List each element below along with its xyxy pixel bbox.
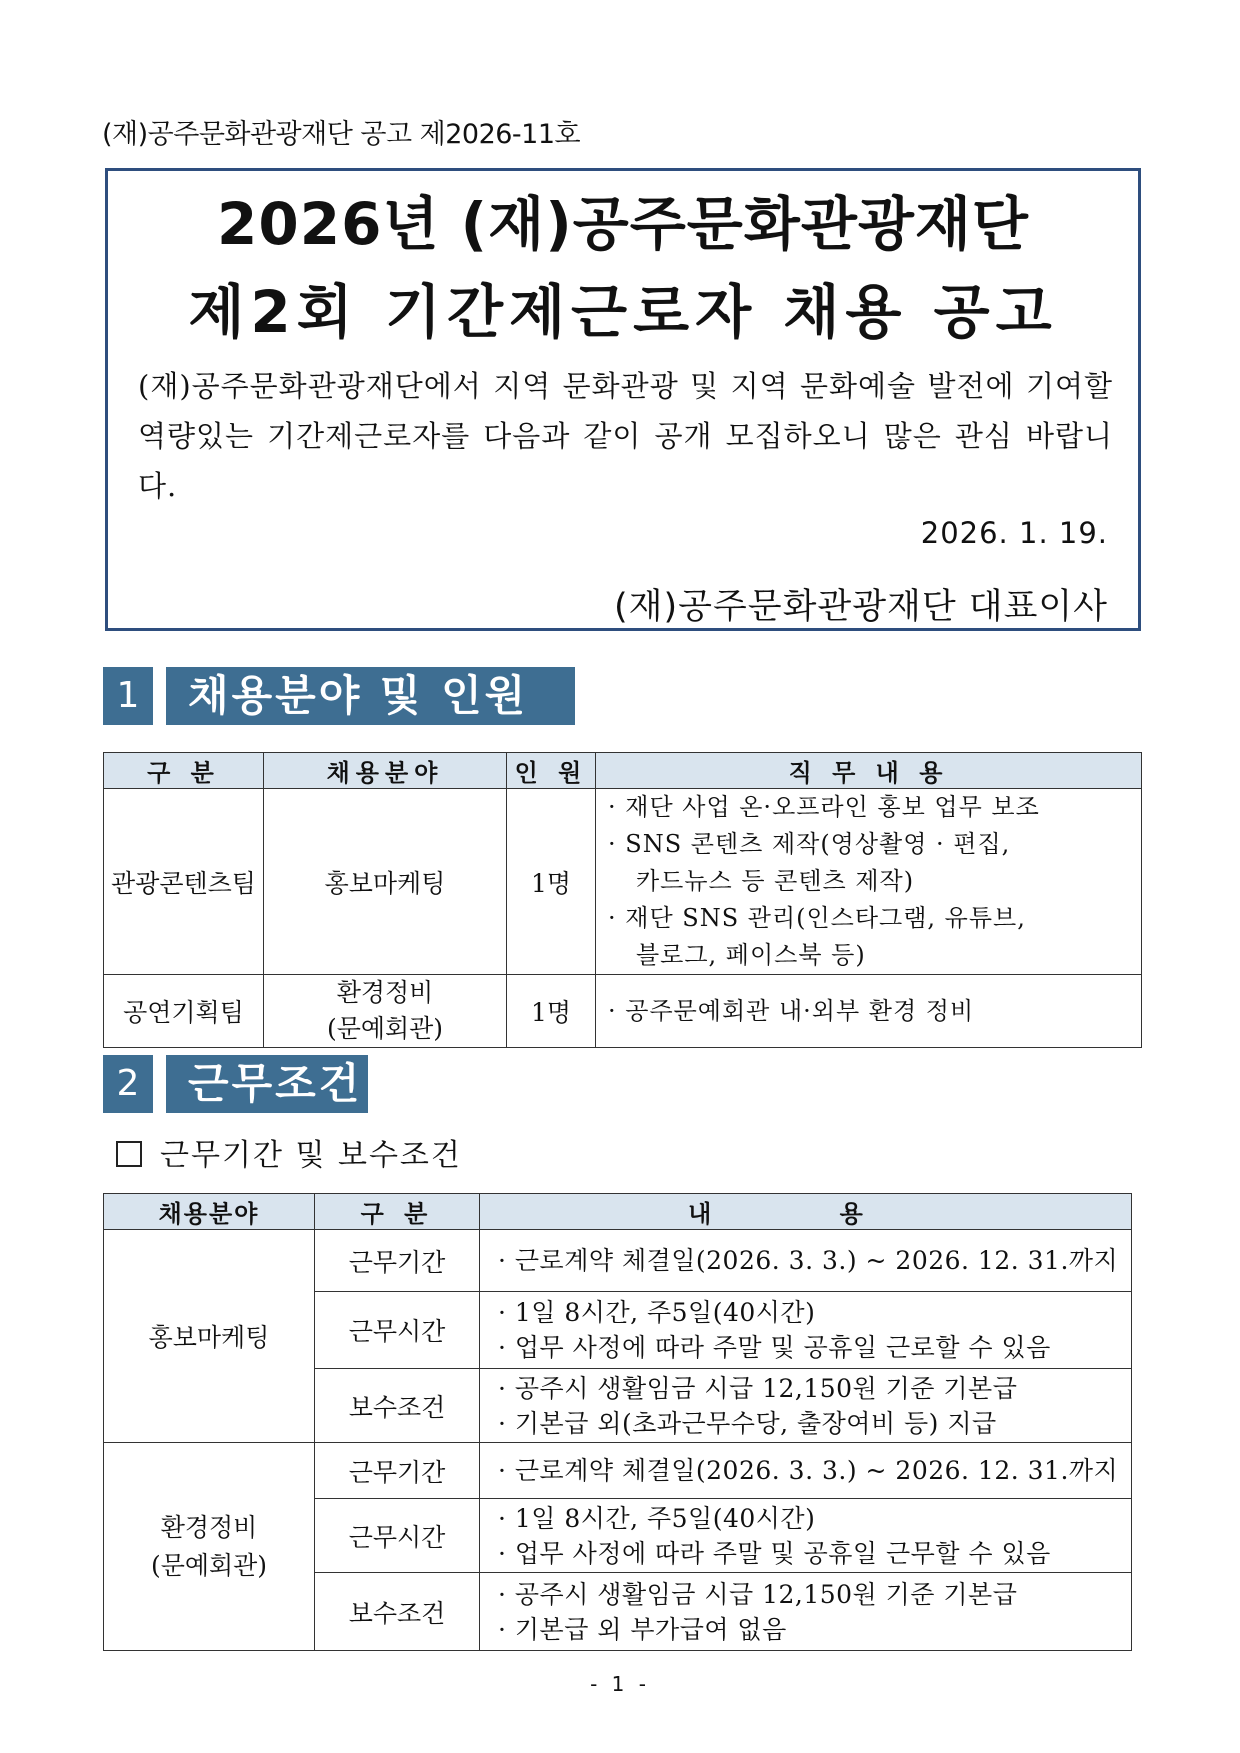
table-header-row: [104, 753, 1142, 789]
content-line: · 업무 사정에 따라 주말 및 공휴일 근무할 수 있음: [498, 1538, 1051, 1568]
section2-title: 근무조건: [166, 1055, 368, 1113]
notice-date: 2026. 1. 19.: [920, 516, 1108, 550]
category-cell: 보수조건: [315, 1573, 480, 1651]
duties-cell: [596, 789, 1142, 975]
category-cell: 근무기간: [315, 1230, 480, 1292]
duty-line: · SNS 콘텐츠 제작(영상촬영 · 편집,: [608, 830, 1011, 858]
content-line: · 1일 8시간, 주5일(40시간): [498, 1298, 816, 1327]
field-line: (문예회관): [326, 1014, 444, 1043]
content-line: · 기본급 외(초과근무수당, 출장여비 등) 지급: [498, 1408, 997, 1438]
field-cell: [264, 975, 507, 1048]
header-field: 채용분야: [264, 753, 507, 789]
field-line: (문예회관): [150, 1550, 268, 1580]
subheading: [116, 1130, 462, 1174]
document-title-line1: 2026년 (재)공주문화관광재단: [217, 190, 1029, 258]
content-line: · 근로계약 체결일(2026. 3. 3.) ~ 2026. 12. 31.까지: [498, 1456, 1119, 1485]
content-cell: [480, 1230, 1132, 1292]
table-row: [104, 1230, 1132, 1292]
header-category: 구 분: [315, 1194, 480, 1230]
duties-cell: [596, 975, 1142, 1048]
checkbox-icon: [116, 1141, 142, 1167]
content-cell: [480, 1573, 1132, 1651]
content-cell: [480, 1369, 1132, 1443]
content-cell: [480, 1292, 1132, 1369]
field-cell: [104, 1443, 315, 1651]
duty-line: · 재단 사업 온·오프라인 홍보 업무 보조: [608, 793, 1040, 821]
category-cell: 근무시간: [315, 1499, 480, 1573]
field-line: 환경정비: [160, 1512, 258, 1542]
content-cell: [480, 1499, 1132, 1573]
header-field: 채용분야: [104, 1194, 315, 1230]
table-header-row: [104, 1194, 1132, 1230]
content-line: · 공주시 생활임금 시급 12,150원 기준 기본급: [498, 1579, 1018, 1609]
subheading-text: 근무기간 및 보수조건: [160, 1138, 462, 1173]
page-number: - 1 -: [590, 1672, 650, 1696]
section1-title: 채용분야 및 인원: [166, 667, 575, 725]
field-cell: [104, 1230, 315, 1443]
header-count: 인 원: [507, 753, 596, 789]
document-title-line2: 제2회 기간제근로자 채용 공고: [188, 278, 1058, 346]
header-category: 구 분: [104, 753, 264, 789]
intro-paragraph: (재)공주문화관광재단에서 지역 문화관광 및 지역 문화예술 발전에 기여할 역량있는 기간제근로자를 다음과 같이 공개 모집하오니 많은 관심 바랍니다.: [138, 369, 1113, 503]
duty-line: 카드뉴스 등 콘텐츠 제작): [636, 867, 915, 895]
count-cell: 1명: [507, 975, 596, 1048]
duty-line: · 공주문예회관 내·외부 환경 정비: [608, 996, 975, 1025]
table-row: [104, 975, 1142, 1048]
header-duties: 직 무 내 용: [596, 753, 1142, 789]
duty-line: 블로그, 페이스북 등): [636, 941, 866, 969]
content-line: · 1일 8시간, 주5일(40시간): [498, 1503, 816, 1533]
section1-number: 1: [103, 667, 153, 725]
content-line: · 업무 사정에 따라 주말 및 공휴일 근로할 수 있음: [498, 1333, 1051, 1362]
duty-line: · 재단 SNS 관리(인스타그램, 유튜브,: [608, 904, 1026, 932]
notice-number: (재)공주문화관광재단 공고 제2026-11호: [102, 119, 581, 150]
recruitment-table: [103, 752, 1142, 1048]
content-line: · 기본급 외 부가급여 없음: [498, 1614, 787, 1644]
field-line: 환경정비: [336, 978, 434, 1007]
count-cell: 1명: [507, 789, 596, 975]
header-content: 내 용: [480, 1194, 1132, 1230]
signature: (재)공주문화관광재단 대표이사: [614, 587, 1108, 627]
team-cell: 관광콘텐츠팀: [104, 789, 264, 975]
content-cell: [480, 1443, 1132, 1499]
field-line: 홍보마케팅: [148, 1323, 270, 1352]
field-cell: 홍보마케팅: [264, 789, 507, 975]
table-row: [104, 1443, 1132, 1499]
team-cell: 공연기획팀: [104, 975, 264, 1048]
table-row: [104, 789, 1142, 975]
title-box: [105, 168, 1141, 631]
category-cell: 보수조건: [315, 1369, 480, 1443]
conditions-table: [103, 1193, 1132, 1651]
content-line: · 근로계약 체결일(2026. 3. 3.) ~ 2026. 12. 31.까지: [498, 1246, 1119, 1275]
category-cell: 근무시간: [315, 1292, 480, 1369]
section2-number: 2: [103, 1055, 153, 1113]
category-cell: 근무기간: [315, 1443, 480, 1499]
content-line: · 공주시 생활임금 시급 12,150원 기준 기본급: [498, 1373, 1018, 1403]
